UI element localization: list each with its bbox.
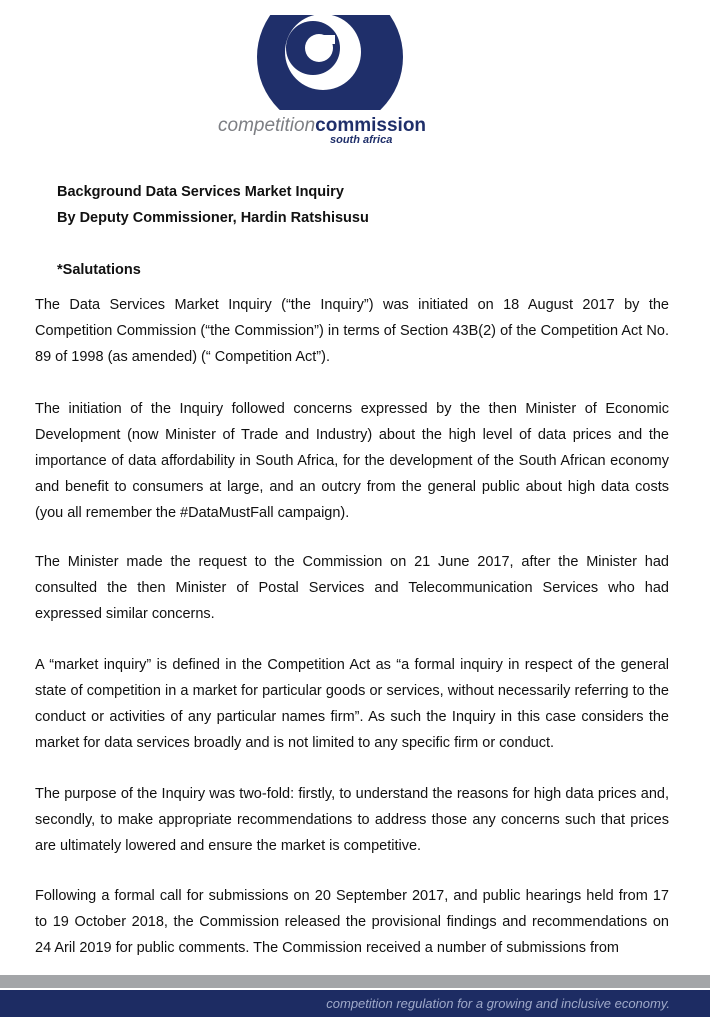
paragraph-4: A “market inquiry” is defined in the Competition Act as “a formal inquiry in respect of the general state of competition in a market for particular goods or services, without necessarily referring to the conduct or activities of any particular names firm”. As such the Inquiry in this case considers the market for data services broadly and is not limited to any specific firm or conduct. [35,657,669,751]
logo-word-competition: competition [218,115,316,136]
footer-gray-band [0,975,710,988]
footer-divider [0,1019,710,1025]
footer-tagline: competition regulation for a growing and inclusive economy. [326,996,670,1011]
document-author: By Deputy Commissioner, Hardin Ratshisusu [57,210,369,226]
paragraph-5: The purpose of the Inquiry was two-fold: firstly, to understand the reasons for high data prices and, secondly, to make appropriate recommendations to address those any concerns such that prices are ultimately lowered and ensure the market is competitive. [35,786,669,854]
logo-subtitle: south africa [330,134,393,146]
paragraph-1: The Data Services Market Inquiry (“the Inquiry”) was initiated on 18 August 2017 by the Competition Commission (“the Commission”) in terms of Section 43B(2) of the Competition Act No. 89 of 1998 (as amended) (“ Competition Act”). [35,297,669,365]
paragraph-3: The Minister made the request to the Commission on 21 June 2017, after the Minister had consulted the then Minister of Postal Services and Telecommunication Services who had expressed similar concerns. [35,554,669,622]
paragraph-2: The initiation of the Inquiry followed concerns expressed by the then Minister of Economic Development (now Minister of Trade and Industry) about the high level of data prices and the importance of data affordability in South Africa, for the development of the South African economy and benefit to consumers at large, and an outcry from the general public about high data costs (you all remember the #DataMustFall campaign). [35,401,669,521]
footer-band [0,990,710,1017]
document-title: Background Data Services Market Inquiry [57,184,344,200]
salutations-heading: *Salutations [57,262,141,278]
paragraph-6: Following a formal call for submissions on 20 September 2017, and public hearings held from 17 to 19 October 2018, the Commission released the provisional findings and recommendations on 24 Aril 2019 for public comments. The Commission received a number of submissions from [35,888,669,956]
logo-word-commission: commission [315,115,427,136]
commission-emblem-icon [255,15,405,110]
logo [0,10,710,150]
